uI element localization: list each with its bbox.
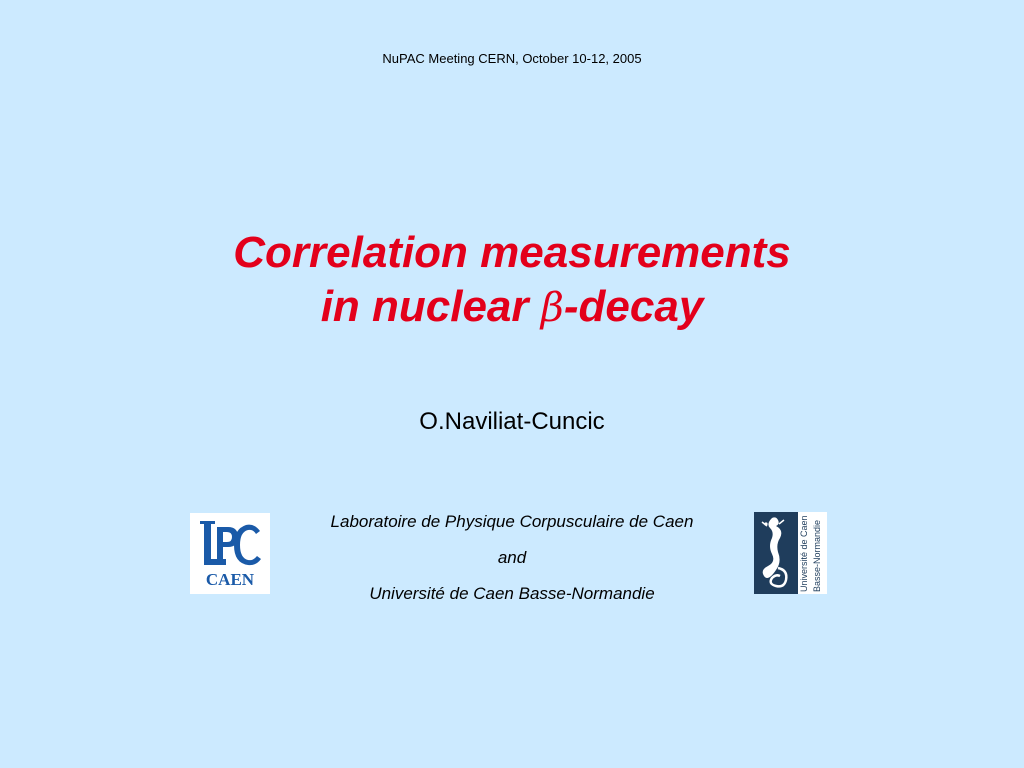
title-line-2-suffix: -decay: [563, 282, 704, 331]
slide-title: [0, 226, 1024, 335]
beta-symbol: β: [540, 285, 564, 331]
affiliation-block: [290, 504, 734, 612]
svg-text:CAEN: CAEN: [205, 570, 255, 589]
affiliation-and: and: [497, 548, 527, 567]
title-line-1: Correlation measurements: [233, 228, 791, 277]
affiliation-university: Université de Caen Basse-Normandie: [369, 584, 655, 603]
meeting-header: NuPAC Meeting CERN, October 10-12, 2005: [382, 51, 642, 66]
author-name: O.Naviliat-Cuncic: [419, 408, 605, 435]
title-line-2: [0, 280, 1024, 335]
affiliation-lab: Laboratoire de Physique Corpusculaire de Caen: [330, 512, 694, 531]
svg-text:Basse-Normandie: Basse-Normandie: [812, 519, 822, 592]
title-line-2-prefix: in nuclear: [320, 282, 541, 331]
universite-caen-logo: [754, 512, 827, 594]
lpc-caen-logo: [190, 513, 270, 594]
svg-text:Université de Caen: Université de Caen: [799, 515, 809, 592]
